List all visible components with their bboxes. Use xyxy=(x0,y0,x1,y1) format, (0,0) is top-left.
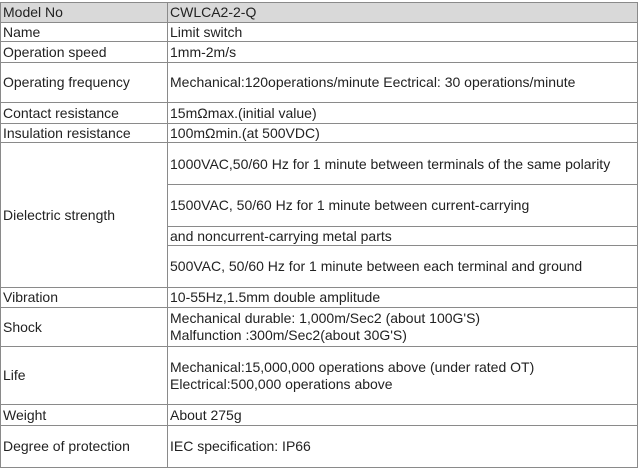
row-label-vibration: Vibration xyxy=(1,288,168,308)
shock-line-mechanical: Mechanical durable: 1,000m/Sec2 (about 100G'S) xyxy=(170,310,481,326)
table-row-shock xyxy=(1,308,638,347)
row-value-operation-speed: 1mm-2m/s xyxy=(168,42,638,63)
table-row-contact-resistance xyxy=(1,103,638,124)
table-row-insulation-resistance xyxy=(1,124,638,143)
row-value-contact-resistance: 15mΩmax.(initial value) xyxy=(168,103,638,124)
table-row-name xyxy=(1,23,638,42)
life-line-mechanical: Mechanical:15,000,000 operations above (under rated OT) xyxy=(170,358,535,375)
row-value-dielectric-strength-4: 500VAC, 50/60 Hz for 1 minute between each terminal and ground xyxy=(168,246,638,288)
table-row-weight xyxy=(1,405,638,426)
shock-line-malfunction: Malfunction :300m/Sec2(about 30G'S) xyxy=(170,327,407,343)
row-value-degree-of-protection: IEC specification: IP66 xyxy=(168,426,638,468)
row-value-model-no: CWLCA2-2-Q xyxy=(168,3,638,23)
table-row-degree-of-protection xyxy=(1,426,638,468)
table-row-dielectric-strength xyxy=(1,143,638,185)
row-value-insulation-resistance: 100mΩmin.(at 500VDC) xyxy=(168,124,638,143)
row-value-dielectric-strength-3: and noncurrent-carrying metal parts xyxy=(168,227,638,246)
row-label-shock: Shock xyxy=(1,308,168,347)
dielectric-line: 1000VAC,50/60 Hz for 1 minute between terminals of the same polarity xyxy=(170,155,611,172)
row-value-vibration: 10-55Hz,1.5mm double amplitude xyxy=(168,288,638,308)
row-value-shock xyxy=(168,308,638,347)
row-label-life: Life xyxy=(1,347,168,405)
table-row-operating-frequency xyxy=(1,63,638,103)
row-value-dielectric-strength-2: 1500VAC, 50/60 Hz for 1 minute between current-carrying xyxy=(168,185,638,227)
row-label-insulation-resistance: Insulation resistance xyxy=(1,124,168,143)
row-value-operating-frequency: Mechanical:120operations/minute Eectrical: 30 operations/minute xyxy=(168,63,638,103)
table-row-operation-speed xyxy=(1,42,638,63)
row-value-dielectric-strength-1 xyxy=(168,143,638,185)
row-label-operation-speed: Operation speed xyxy=(1,42,168,63)
row-label-weight: Weight xyxy=(1,405,168,426)
row-value-life xyxy=(168,347,638,405)
row-label-model-no: Model No xyxy=(1,3,168,23)
row-label-contact-resistance: Contact resistance xyxy=(1,103,168,124)
table-row-vibration xyxy=(1,288,638,308)
spec-table xyxy=(0,2,638,468)
table-row-life xyxy=(1,347,638,405)
row-label-dielectric-strength: Dielectric strength xyxy=(1,143,168,288)
life-line-electrical: Electrical:500,000 operations above xyxy=(170,375,393,392)
row-value-weight: About 275g xyxy=(168,405,638,426)
row-label-operating-frequency: Operating frequency xyxy=(1,63,168,103)
row-label-degree-of-protection: Degree of protection xyxy=(1,426,168,468)
table-row-model-no xyxy=(1,3,638,23)
row-label-name: Name xyxy=(1,23,168,42)
row-value-name: Limit switch xyxy=(168,23,638,42)
